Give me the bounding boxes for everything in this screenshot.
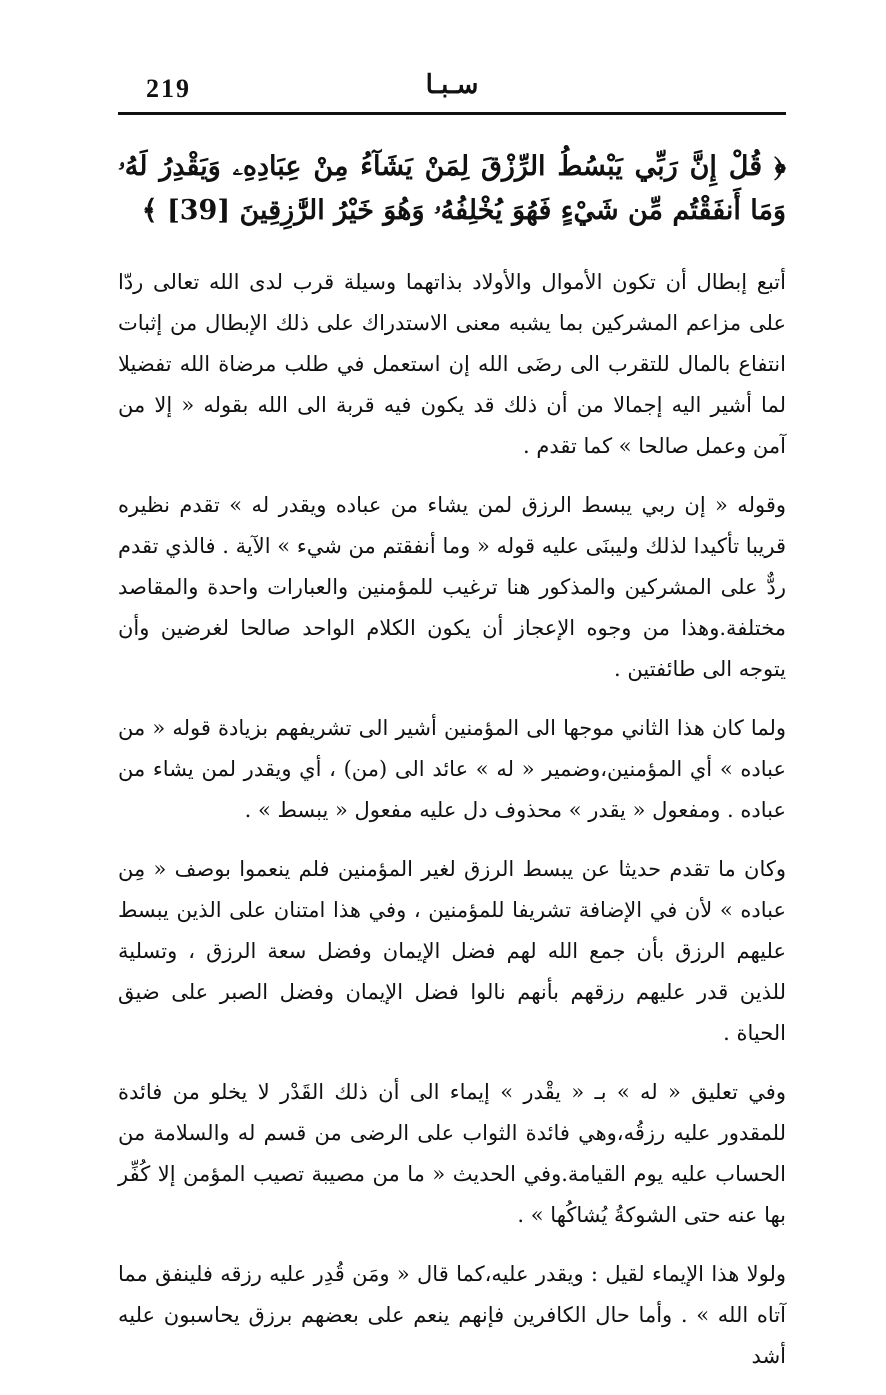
- paragraph-6: ولولا هذا الإيماء لقيل : ويقدر عليه،كما قال « ومَن قُدِر عليه رزقه فلينفق مما آتاه الله » . وأما حال الكافرين فإنهم ينعم على بعضهم برزق يحاسبون عليه أشد: [118, 1262, 786, 1368]
- paragraph-5: وفي تعليق « له » بـ « يقْدر » إيماء الى أن ذلك القَدْر لا يخلو من فائدة للمقدور عليه رزقُه،وهي فائدة الثواب على الرضى من قسم له والسلامة من الحساب عليه يوم القيامة.وفي الحديث « ما من مصيبة تصيب المؤمن إلا كُفِّر بها عنه حتى الشوكةُ يُشاكُها » .: [118, 1080, 786, 1227]
- page-number: 219: [146, 74, 191, 103]
- page-header: [118, 62, 786, 115]
- quran-verse: ﴿ قُلْ إِنَّ رَبِّي يَبْسُطُ الرِّزْقَ لِمَنْ يَشَآءُ مِنْ عِبَادِهِۦ وَيَقْدِرُ لَهُۥ وَمَا أَنفَقْتُم مِّن شَيْءٍ فَهُوَ يُخْلِفُهُۥ وَهُوَ خَيْرُ الرَّٰزِقِينَ [39] ﴾: [118, 151, 786, 226]
- commentary-body: [118, 262, 786, 1395]
- paragraph-4: وكان ما تقدم حديثا عن يبسط الرزق لغير المؤمنين فلم ينعموا بوصف « مِن عباده » لأن في الإضافة تشريفا للمؤمنين ، وفي هذا امتنان على الذين يبسط عليهم الرزق بأن جمع الله لهم فضل الإيمان وفضل سعة الرزق ، وتسلية للذين قدر عليهم رزقهم بأنهم نالوا فضل الإيمان وفضل الصبر على ضيق الحياة .: [118, 857, 786, 1045]
- paragraph-3: ولما كان هذا الثاني موجها الى المؤمنين أشير الى تشريفهم بزيادة قوله « من عباده » أي المؤمنين،وضمير « له » عائد الى (من) ، أي ويقدر لمن يشاء من عباده . ومفعول « يقدر » محذوف دل عليه مفعول « يبسط » .: [118, 716, 786, 822]
- paragraph-2: وقوله « إن ربي يبسط الرزق لمن يشاء من عباده ويقدر له » تقدم نظيره قريبا تأكيدا لذلك وليبنَى عليه قوله « وما أنفقتم من شيء » الآية . فالذي تقدم ردٌّ على المشركين والمذكور هنا ترغيب للمؤمنين والعبارات واحدة والمقاصد مختلفة.وهذا من وجوه الإعجاز أن يكون الكلام الواحد صالحا لغرضين وأن يتوجه الى طائفتين .: [118, 493, 786, 681]
- paragraph-1: أتبع إبطال أن تكون الأموال والأولاد بذاتهما وسيلة قرب لدى الله تعالى ردّا على مزاعم المشركين بما يشبه معنى الاستدراك على ذلك الإبطال من إثبات انتفاع بالمال للتقرب الى رضَى الله إن استعمل في طلب مرضاة الله تفضيلا لما أشير اليه إجمالا من أن ذلك قد يكون فيه قربة الى الله بقوله « إلا من آمن وعمل صالحا » كما تقدم .: [118, 270, 786, 458]
- running-title: سـبـا: [425, 70, 479, 100]
